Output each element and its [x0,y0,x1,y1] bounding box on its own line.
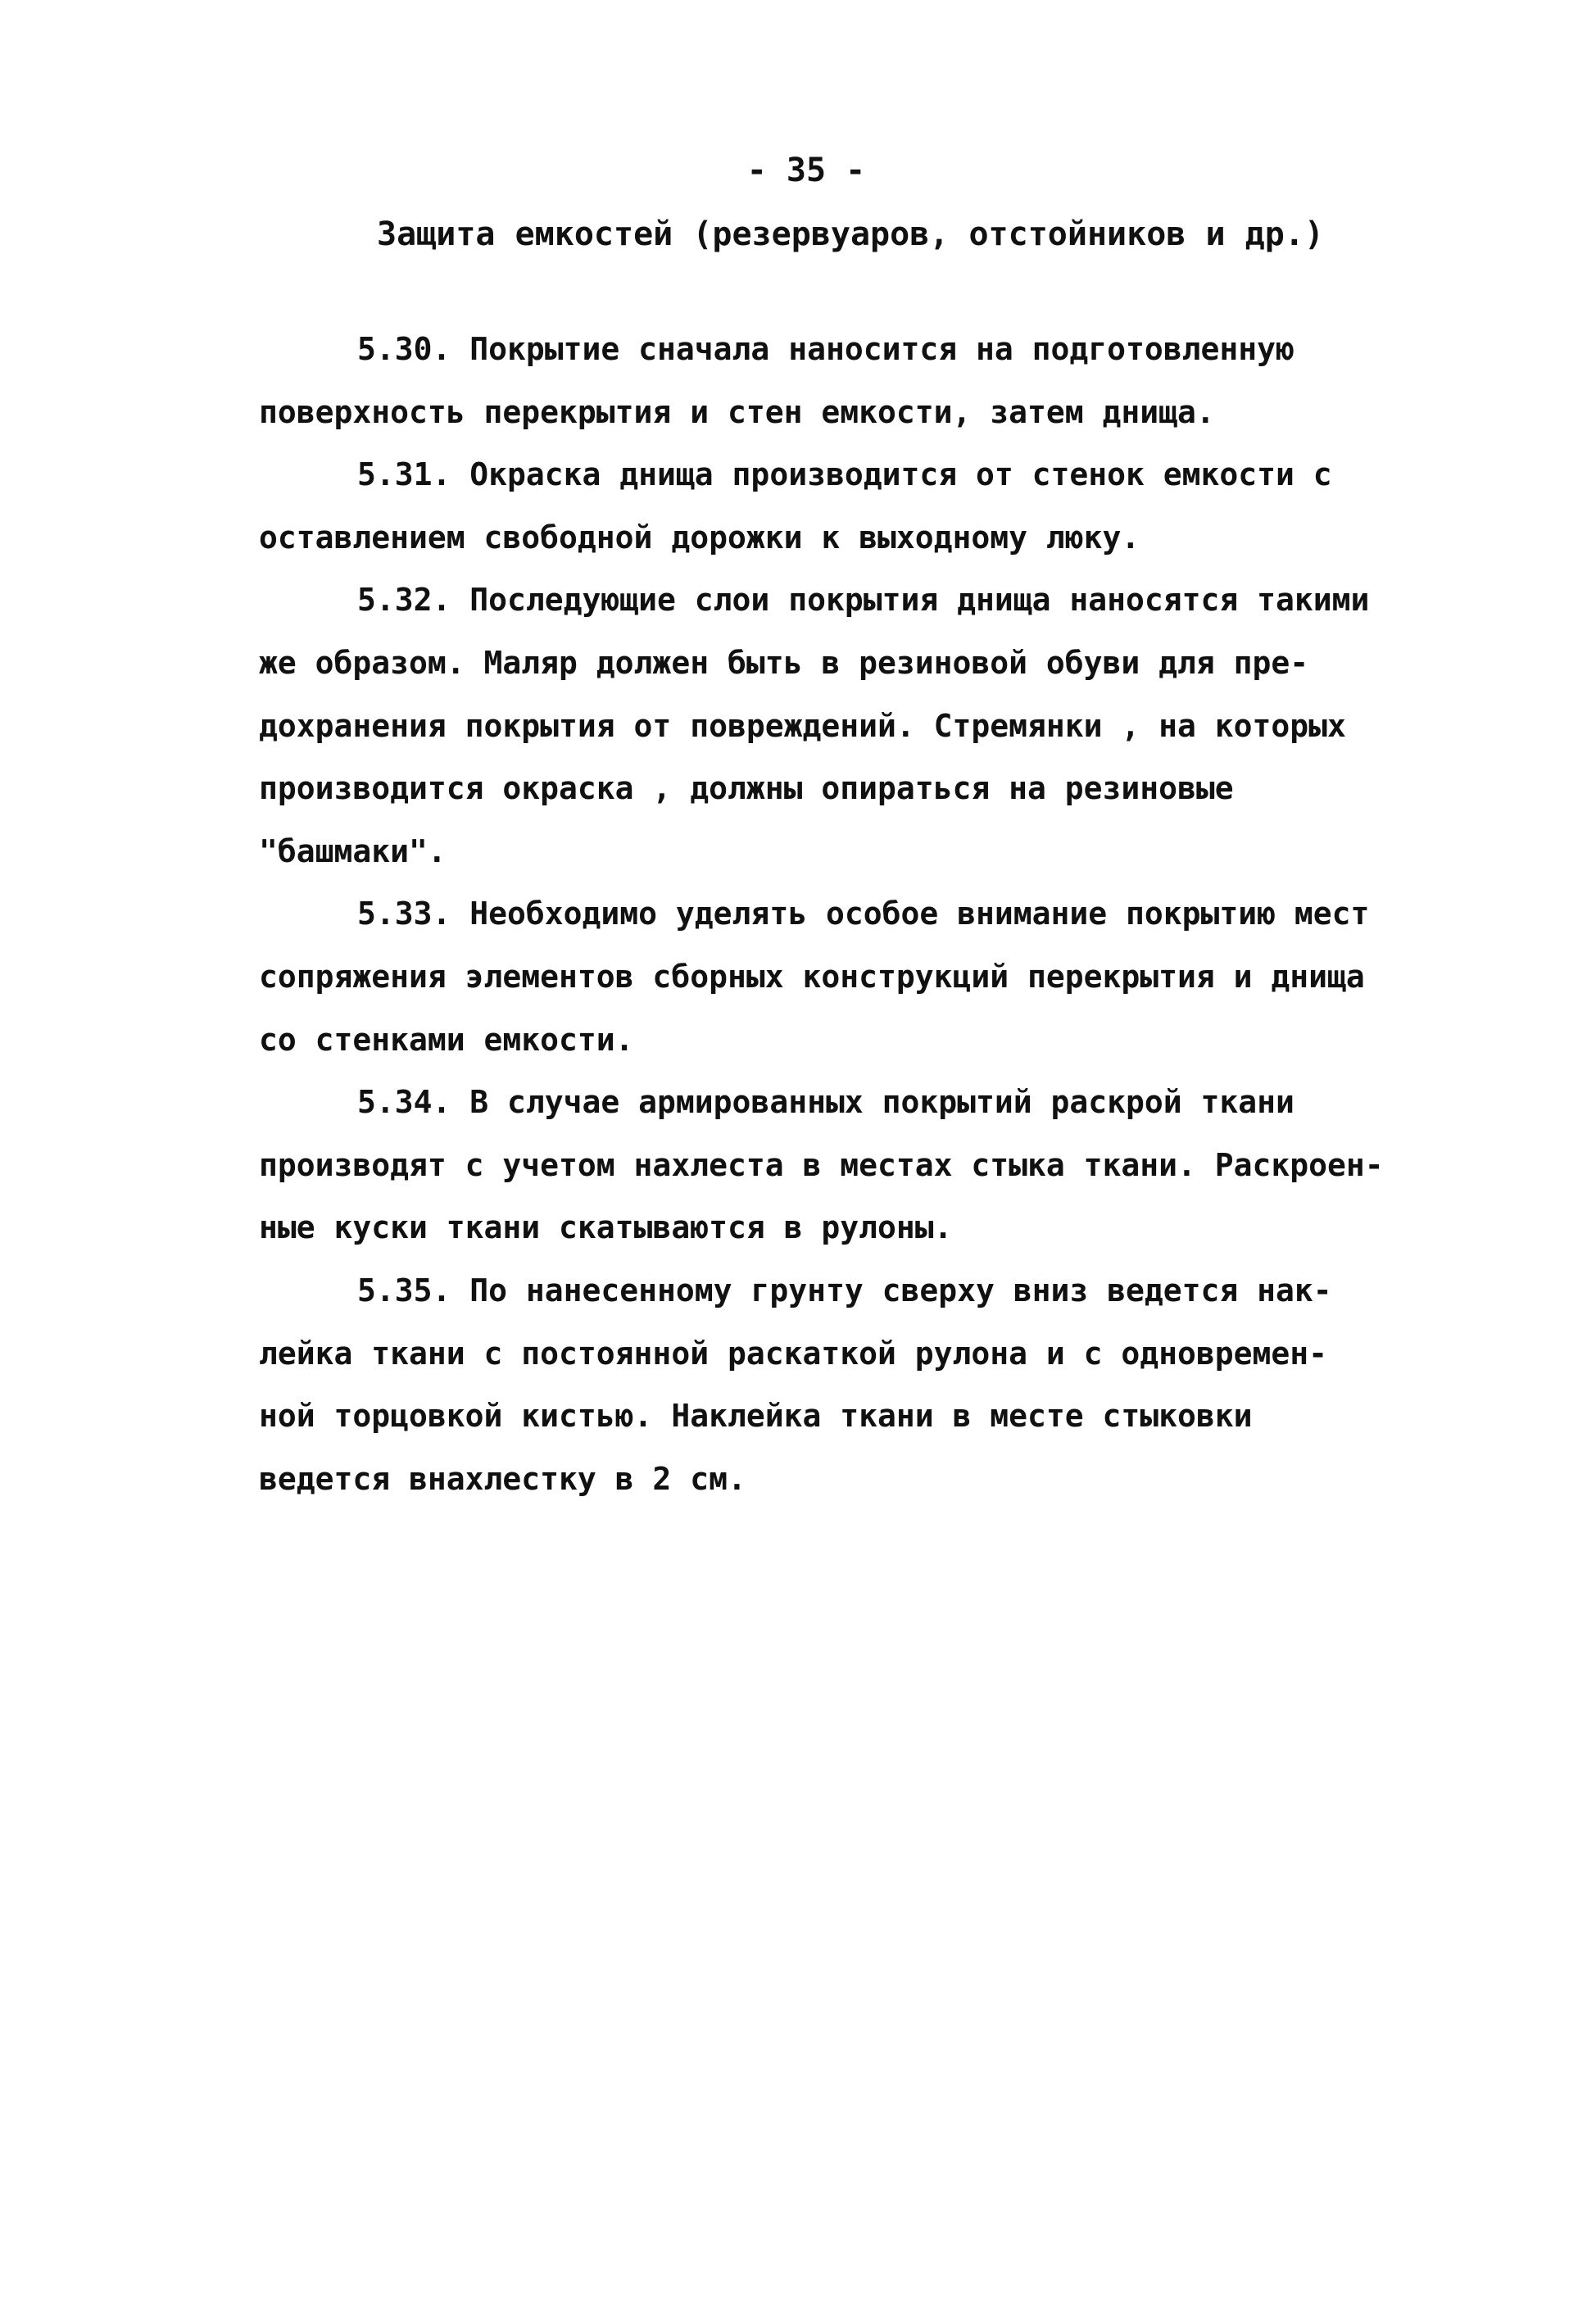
page-number: - 35 - [746,152,866,189]
text-line: "башмаки". [259,832,447,869]
text-line: производится окраска , должны опираться на резиновые [259,770,1234,807]
text-line: же образом. Маляр должен быть в резиновой обуви для пре- [259,644,1309,681]
text-line: 5.33. Необходимо уделять особое внимание покрытию мест [357,896,1370,932]
text-line: 5.32. Последующие слои покрытия днища наносятся такими [357,582,1370,619]
text-line: дохранения покрытия от повреждений. Стремянки , на которых [259,707,1346,744]
text-line: производят с учетом нахлеста в местах стыка ткани. Раскроен- [259,1146,1384,1183]
text-line: лейка ткани с постоянной раскаткой рулона и с одновремен- [259,1335,1328,1372]
body-text [259,318,1439,1510]
text-line: 5.30. Покрытие сначала наносится на подготовленную [357,331,1294,367]
text-line: оставлением свободной дорожки к выходному люку. [259,519,1140,556]
text-line: ной торцовкой кистью. Наклейка ткани в месте стыковки [259,1398,1253,1435]
text-line: поверхность перекрытия и стен емкости, затем днища. [259,393,1215,430]
section-title: Защита емкостей (резервуаров, отстойников и др.) [377,215,1324,253]
text-line: сопряжения элементов сборных конструкций перекрытия и днища [259,958,1365,995]
text-line: со стенками емкости. [259,1021,634,1058]
text-line: ные куски ткани скатываются в рулоны. [259,1209,953,1246]
text-line: ведется внахлестку в 2 см. [259,1460,746,1497]
text-line: 5.34. В случае армированных покрытий раскрой ткани [357,1084,1294,1121]
text-line: 5.35. По нанесенному грунту сверху вниз ведется нак- [357,1272,1332,1308]
text-line: 5.31. Окраска днища производится от стенок емкости с [357,456,1332,493]
